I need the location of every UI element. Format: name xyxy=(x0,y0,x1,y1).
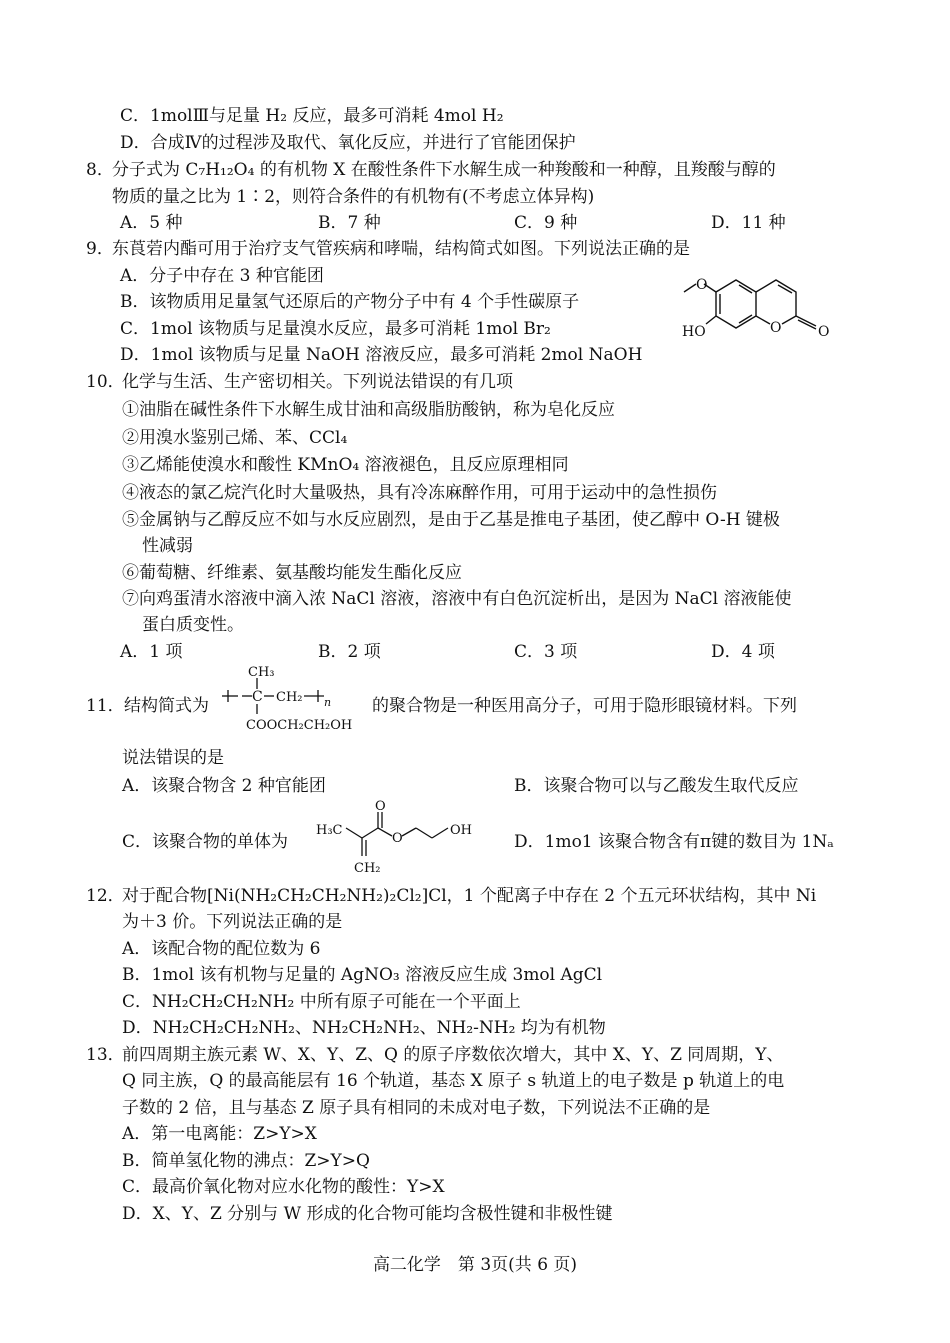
q10-item-2: ②用溴水鉴别己烯、苯、CCl₄ xyxy=(122,428,348,448)
q11-option-a: A．该聚合物含 2 种官能团 xyxy=(122,776,326,796)
q10-item-6: ⑥葡萄糖、纤维素、氨基酸均能发生酯化反应 xyxy=(122,563,462,583)
q10-option-b: B．2 项 xyxy=(318,642,381,662)
monomer-h3c-label: H₃C xyxy=(316,823,343,838)
q12-number: 12． xyxy=(86,886,125,906)
q13-option-a: A．第一电离能：Z>Y>X xyxy=(122,1124,317,1144)
q13-option-c: C．最高价氧化物对应水化物的酸性：Y>X xyxy=(122,1177,445,1197)
q11-option-b: B．该聚合物可以与乙酸发生取代反应 xyxy=(514,776,799,796)
q12-option-a: A．该配合物的配位数为 6 xyxy=(122,939,321,959)
q10-option-d: D．4 项 xyxy=(711,642,775,662)
q9-option-b: B．该物质用足量氢气还原后的产物分子中有 4 个手性碳原子 xyxy=(120,292,580,312)
q13-stem-line3: 子数的 2 倍，且与基态 Z 原子具有相同的未成对电子数，下列说法不正确的是 xyxy=(122,1098,711,1118)
scopoletin-ho-label: HO xyxy=(682,324,706,340)
polymer-structure xyxy=(218,662,378,744)
scopoletin-o3-label: O xyxy=(818,324,830,340)
q12-option-c: C．NH₂CH₂CH₂NH₂ 中所有原子可能在一个平面上 xyxy=(122,992,521,1012)
q12-stem-line2: 为＋3 价。下列说法正确的是 xyxy=(122,912,343,932)
q10-item-4: ④液态的氯乙烷汽化时大量吸热，具有冷冻麻醉作用，可用于运动中的急性损伤 xyxy=(122,483,717,503)
q10-option-a: A．1 项 xyxy=(120,642,183,662)
q9-stem: 东莨菪内酯可用于治疗支气管疾病和哮喘，结构简式如图。下列说法正确的是 xyxy=(112,239,690,259)
q10-option-c: C．3 项 xyxy=(514,642,578,662)
polymer-ch3-label: CH₃ xyxy=(248,665,275,680)
q12-stem-line1: 对于配合物[Ni(NH₂CH₂CH₂NH₂)₂Cl₂]Cl，1 个配离子中存在 2 个五元环状结构，其中 Ni xyxy=(122,886,817,906)
q11-number: 11． xyxy=(86,696,125,716)
q7-option-d: D．合成Ⅳ的过程涉及取代、氧化反应，并进行了官能团保护 xyxy=(120,133,576,153)
q10-item-5-cont: 性减弱 xyxy=(142,536,193,556)
polymer-c-label: C xyxy=(252,689,263,705)
q9-option-d: D．1mol 该物质与足量 NaOH 溶液反应，最多可消耗 2mol NaOH xyxy=(120,345,643,365)
q9-number: 9． xyxy=(86,239,114,259)
q7-option-c: C．1molⅢ与足量 H₂ 反应，最多可消耗 4mol H₂ xyxy=(120,106,504,126)
scopoletin-structure xyxy=(670,262,850,362)
q13-option-d: D．X、Y、Z 分别与 W 形成的化合物可能均含极性键和非极性键 xyxy=(122,1204,613,1224)
polymer-ester-label: COOCH₂CH₂OH xyxy=(246,718,353,733)
monomer-oh-label: OH xyxy=(450,823,472,838)
q9-option-a: A．分子中存在 3 种官能团 xyxy=(120,266,324,286)
scopoletin-o1-label: O xyxy=(696,277,708,293)
q10-item-7-cont: 蛋白质变性。 xyxy=(142,615,244,635)
q8-option-b: B．7 种 xyxy=(318,213,381,233)
q10-stem: 化学与生活、生产密切相关。下列说法错误的有几项 xyxy=(122,372,513,392)
q8-number: 8． xyxy=(86,160,114,180)
q10-item-7: ⑦向鸡蛋清水溶液中滴入浓 NaCl 溶液，溶液中有白色沉淀析出，是因为 NaCl 溶液能使 xyxy=(122,589,792,609)
scopoletin-o2-label: O xyxy=(770,320,782,336)
page-footer: 高二化学 第 3页(共 6 页) xyxy=(372,1255,578,1275)
q8-option-c: C．9 种 xyxy=(514,213,578,233)
q10-item-3: ③乙烯能使溴水和酸性 KMnO₄ 溶液褪色，且反应原理相同 xyxy=(122,455,569,475)
q11-stem-line2: 说法错误的是 xyxy=(122,748,224,768)
q11-option-c: C．该聚合物的单体为 xyxy=(122,832,289,852)
q8-option-d: D．11 种 xyxy=(711,213,786,233)
q8-option-a: A．5 种 xyxy=(120,213,183,233)
polymer-n-label: n xyxy=(324,696,332,709)
q11-stem-post: 的聚合物是一种医用高分子，可用于隐形眼镜材料。下列 xyxy=(372,696,797,716)
q13-number: 13． xyxy=(86,1045,125,1065)
q10-item-5: ⑤金属钠与乙醇反应不如与水反应剧烈，是由于乙基是推电子基团，使乙醇中 O-H 键极 xyxy=(122,510,780,530)
q11-option-d: D．1mo1 该聚合物含有π键的数目为 1Nₐ xyxy=(514,832,834,852)
q10-item-1: ①油脂在碱性条件下水解生成甘油和高级脂肪酸钠，称为皂化反应 xyxy=(122,400,615,420)
q8-stem-line2: 物质的量之比为 1∶2，则符合条件的有机物有(不考虑立体异构) xyxy=(112,187,595,207)
monomer-structure xyxy=(312,798,492,880)
q11-stem-pre: 结构简式为 xyxy=(124,696,209,716)
polymer-ch2-label: CH₂ xyxy=(276,690,303,705)
q12-option-d: D．NH₂CH₂CH₂NH₂、NH₂CH₂NH₂、NH₂-NH₂ 均为有机物 xyxy=(122,1018,606,1038)
q13-stem-line1: 前四周期主族元素 W、X、Y、Z、Q 的原子序数依次增大，其中 X、Y、Z 同周期，Y、 xyxy=(122,1045,784,1065)
monomer-ch2-label: CH₂ xyxy=(354,861,381,876)
q10-number: 10． xyxy=(86,372,125,392)
q8-stem-line1: 分子式为 C₇H₁₂O₄ 的有机物 X 在酸性条件下水解生成一种羧酸和一种醇，且羧酸与醇的 xyxy=(112,160,776,180)
monomer-o-top-label: O xyxy=(375,799,386,814)
q13-stem-line2: Q 同主族，Q 的最高能层有 16 个轨道，基态 X 原子 s 轨道上的电子数是 p 轨道上的电 xyxy=(122,1071,785,1091)
q9-option-c: C．1mol 该物质与足量溴水反应，最多可消耗 1mol Br₂ xyxy=(120,319,551,339)
q13-option-b: B．简单氢化物的沸点：Z>Y>Q xyxy=(122,1151,370,1171)
monomer-o-mid-label: O xyxy=(392,831,403,846)
q12-option-b: B．1mol 该有机物与足量的 AgNO₃ 溶液反应生成 3mol AgCl xyxy=(122,965,603,985)
